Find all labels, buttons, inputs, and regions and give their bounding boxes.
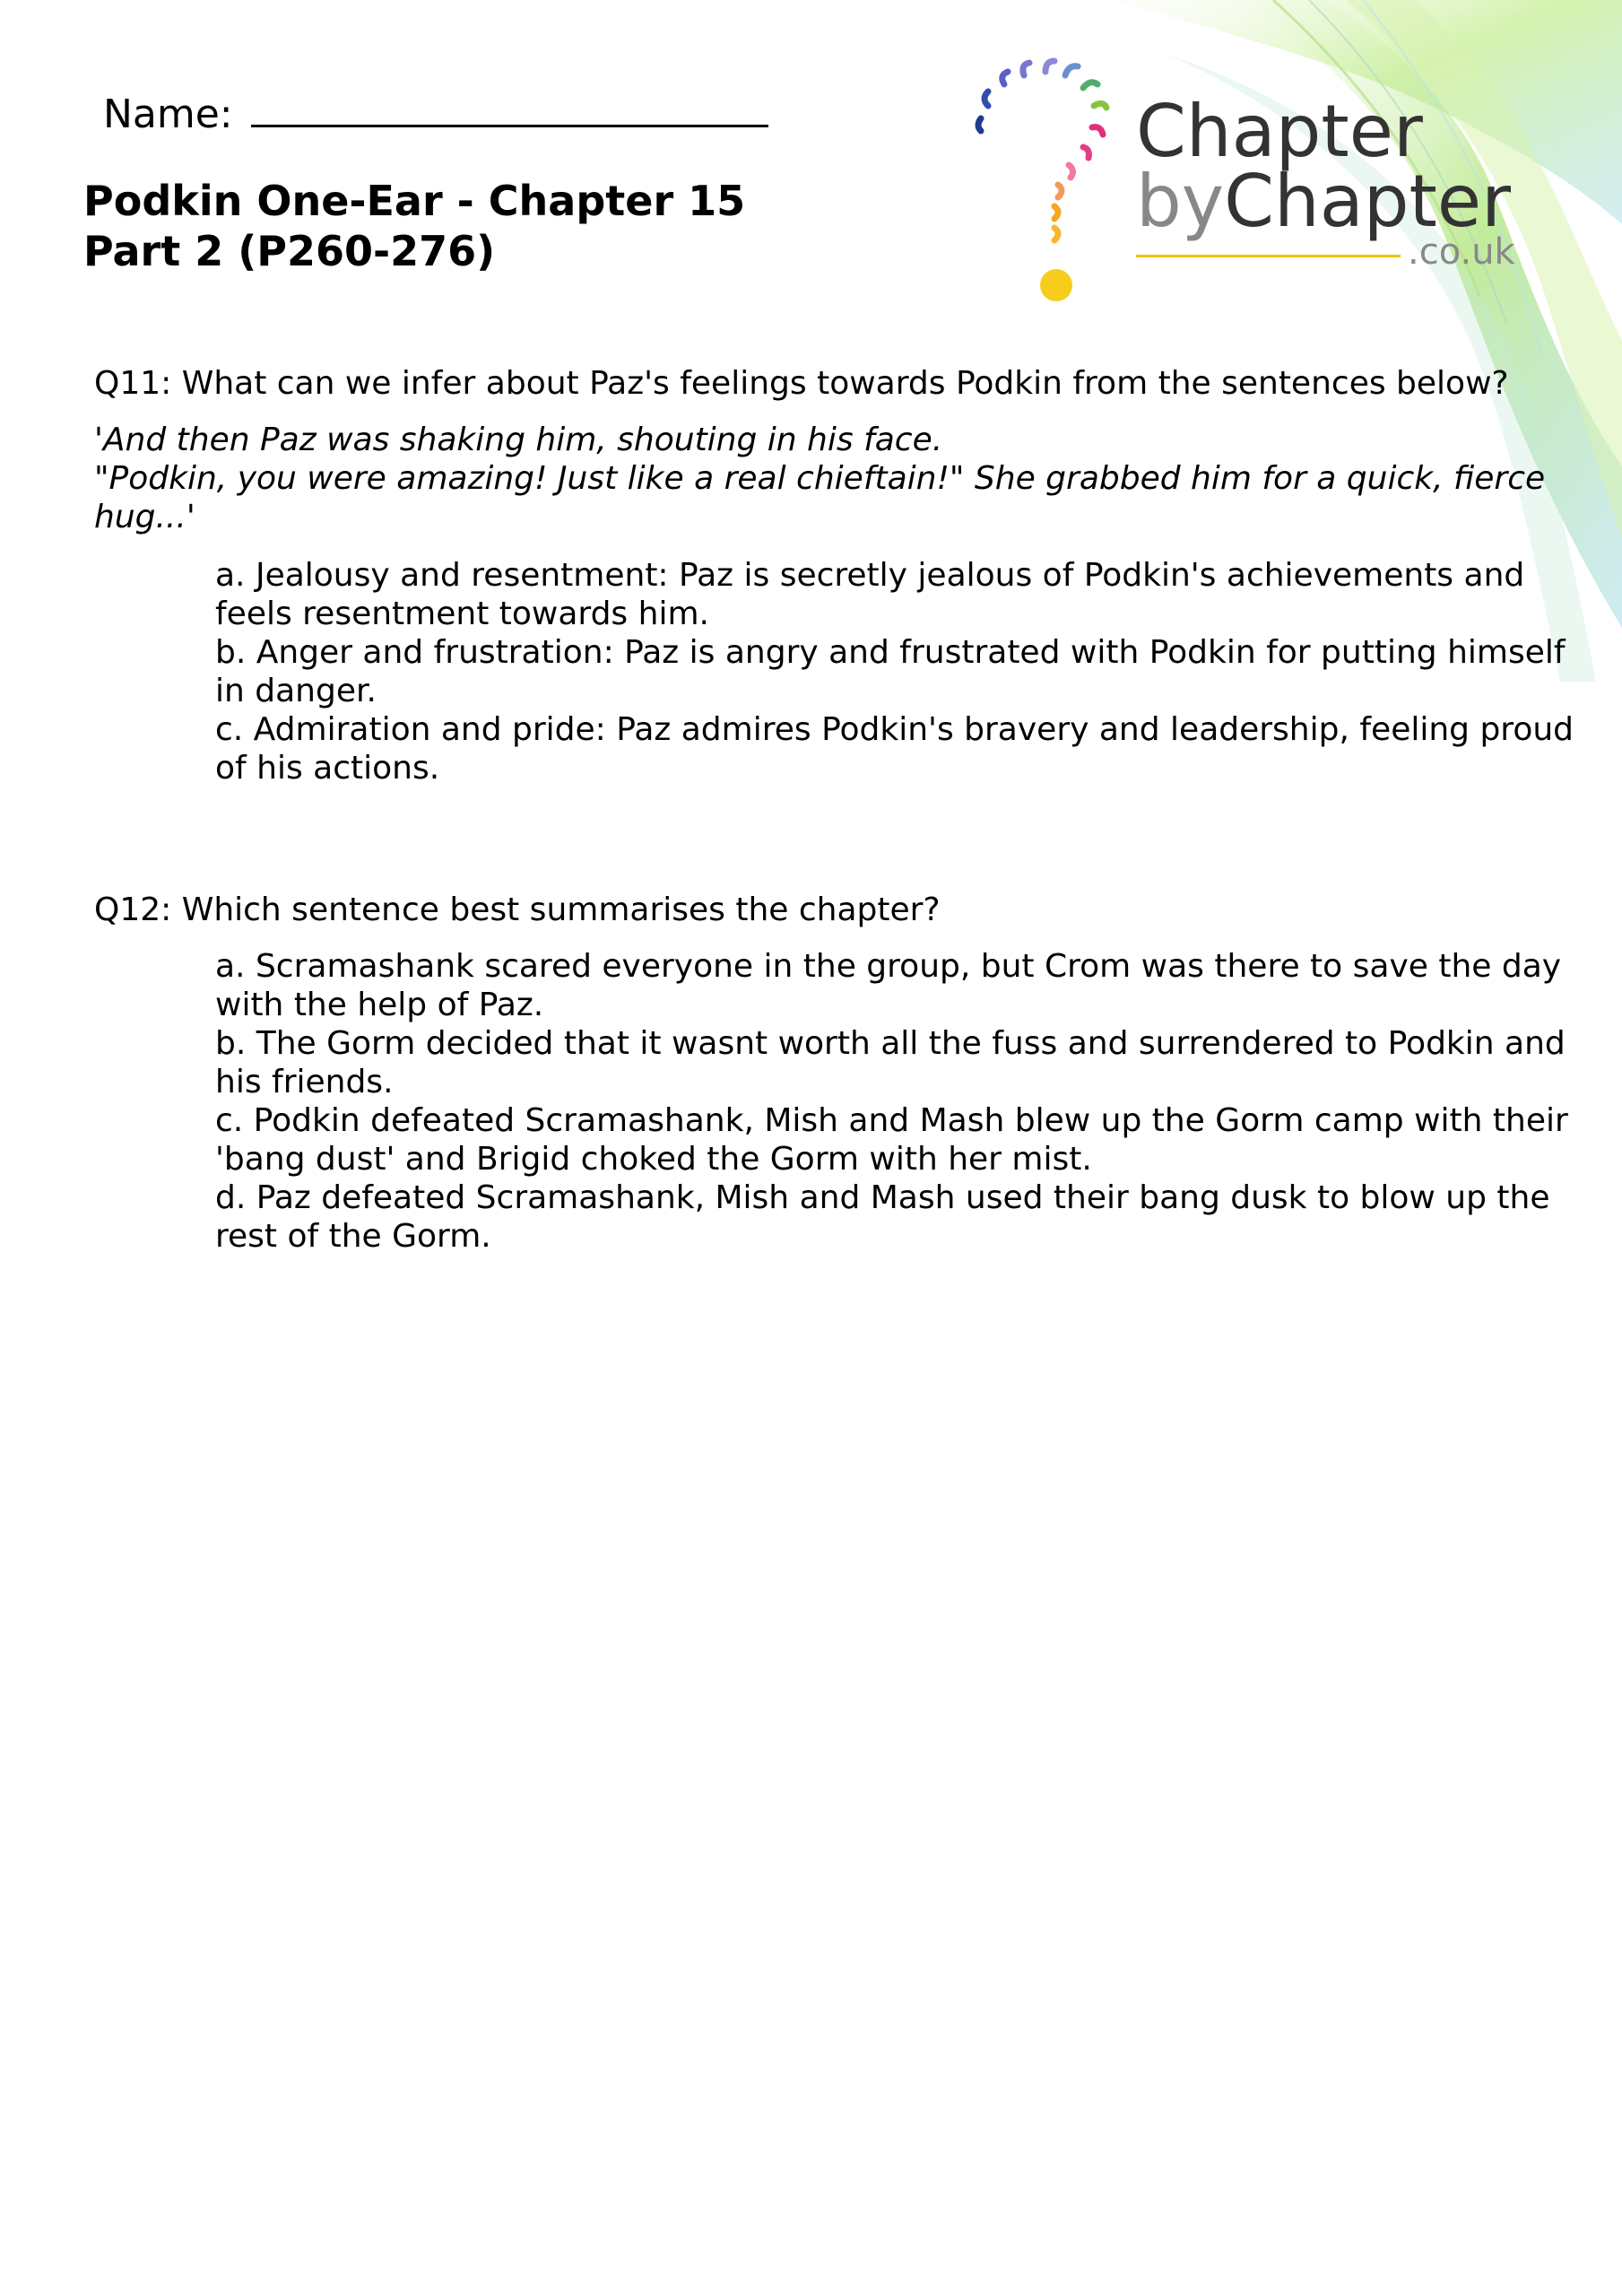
chapter-by-chapter-logo [968,54,1542,314]
logo-word-bychapter [1136,161,1511,242]
q11-answers [215,556,1583,787]
q12-answer-a[interactable]: a. Scramashank scared everyone in the group, but Crom was there to save the day with the help of Paz. [215,948,1562,1023]
worksheet-title [83,176,745,276]
name-blank-line[interactable] [251,91,768,127]
logo-word-chapter: Chapter [1136,90,1423,173]
logo-word-chapter-2: Chapter [1224,160,1511,243]
book-question-mark-icon [968,54,1139,314]
q11-quote [94,421,1583,536]
quote-line: 'And then Paz was shaking him, shouting in his face. [94,422,943,458]
q12-answer-c[interactable]: c. Podkin defeated Scramashank, Mish and Mash blew up the Gorm camp with their 'bang dust' and Brigid choked the Gorm with her mist. [215,1102,1568,1178]
q11-answer-b[interactable]: b. Anger and frustration: Paz is angry and frustrated with Podkin for putting himself in danger. [215,634,1566,709]
logo-underline [1136,255,1401,257]
q11-answer-a[interactable]: a. Jealousy and resentment: Paz is secretly jealous of Podkin's achievements and feels resentment towards him. [215,557,1525,632]
q12-prompt: Q12: Which sentence best summarises the chapter? [94,891,941,928]
name-field[interactable] [103,90,768,140]
logo-word-by: by [1136,160,1225,243]
quote-line: "Podkin, you were amazing! Just like a real chieftain!" She grabbed him for a quick, fierce hug...' [94,460,1546,535]
title-line-1: Podkin One-Ear - Chapter 15 [83,177,746,225]
q12-answers [215,947,1583,1256]
logo-domain: .co.uk [1408,231,1515,273]
worksheet-content [94,364,1583,1256]
name-label: Name: [103,91,233,137]
q11-answer-c[interactable]: c. Admiration and pride: Paz admires Podkin's bravery and leadership, feeling proud of his actions. [215,711,1574,787]
q11-prompt: Q11: What can we infer about Paz's feelings towards Podkin from the sentences below? [94,365,1509,402]
q12-answer-d[interactable]: d. Paz defeated Scramashank, Mish and Mash used their bang dusk to blow up the rest of the Gorm. [215,1179,1550,1255]
title-line-2: Part 2 (P260-276) [83,227,496,275]
q12-answer-b[interactable]: b. The Gorm decided that it wasnt worth all the fuss and surrendered to Podkin and his friends. [215,1025,1566,1100]
